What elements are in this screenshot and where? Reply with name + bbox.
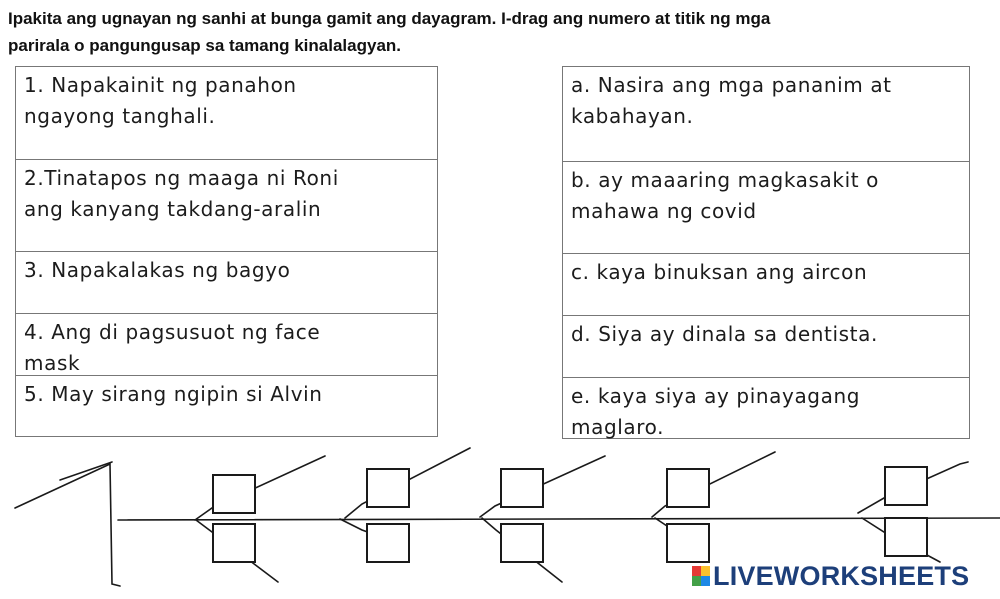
drop-box-top-5[interactable]: [884, 466, 928, 506]
instructions-line-2: parirala o pangungusap sa tamang kinalalagyan.: [8, 36, 402, 55]
drop-box-top-2[interactable]: [366, 468, 410, 508]
cause-item-5: 5. May sirang ngipin si Alvin: [24, 382, 323, 406]
cause-column: [15, 66, 438, 437]
logo-square-green: [692, 576, 701, 586]
liveworksheets-logo-text: LIVEWORKSHEETS: [713, 560, 970, 591]
effect-item-b: b. ay maaaring magkasakit o mahawa ng covid: [563, 162, 969, 254]
fishbone-head-upper: [60, 462, 112, 480]
cause-item-1: 1. Napakainit ng panahon ngayong tanghali.: [16, 67, 437, 160]
effect-item-e: e. kaya siya ay pinayagang maglaro.: [571, 384, 861, 439]
effect-item-a: a. Nasira ang mga pananim at kabahayan.: [563, 67, 969, 162]
logo-square-red: [692, 566, 701, 576]
instructions: [8, 5, 988, 59]
fishbone-spine: [118, 518, 1000, 520]
drop-box-bottom-3[interactable]: [500, 523, 544, 563]
instructions-line-1: Ipakita ang ugnayan ng sanhi at bunga gamit ang dayagram. I-drag ang numero at titik ng mga: [8, 9, 771, 28]
drop-box-bottom-2[interactable]: [366, 523, 410, 563]
logo-square-yellow: [701, 566, 710, 576]
drop-box-top-4[interactable]: [666, 468, 710, 508]
effect-item-c: c. kaya binuksan ang aircon: [563, 254, 969, 316]
drop-box-bottom-4[interactable]: [666, 523, 710, 563]
drop-box-bottom-5[interactable]: [884, 517, 928, 557]
cause-item-2: 2.Tinatapos ng maaga ni Roni ang kanyang takdang-aralin: [16, 160, 437, 252]
effect-column: [562, 66, 970, 439]
fishbone-head: [15, 464, 120, 586]
drop-box-bottom-1[interactable]: [212, 523, 256, 563]
cause-item-4: 4. Ang di pagsusuot ng face mask: [16, 314, 437, 376]
logo-square-blue: [701, 576, 710, 586]
effect-item-d: d. Siya ay dinala sa dentista.: [563, 316, 969, 378]
cause-item-3: 3. Napakalakas ng bagyo: [16, 252, 437, 314]
liveworksheets-logo-icon: [692, 566, 710, 586]
drop-box-top-1[interactable]: [212, 474, 256, 514]
drop-box-top-3[interactable]: [500, 468, 544, 508]
liveworksheets-logo: [692, 559, 969, 593]
